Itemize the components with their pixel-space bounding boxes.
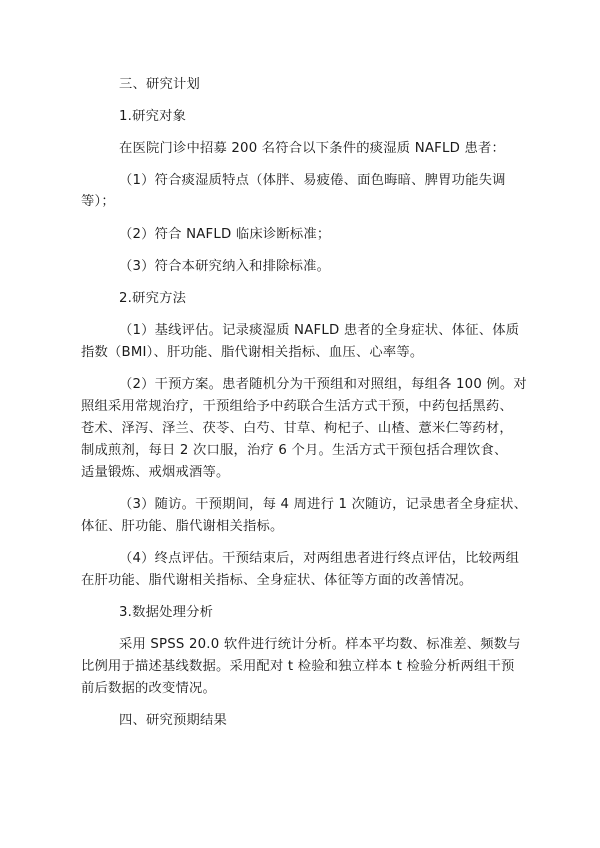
method-item-3-cont: 体征、肝功能、脂代谢相关指标。: [81, 519, 284, 534]
criteria-item-1: （1）符合痰湿质特点（体胖、易疲倦、面色晦暗、脾胃功能失调: [119, 173, 506, 188]
criteria-item-1-cont: 等）；: [81, 194, 115, 209]
analysis-paragraph-cont: 比例用于描述基线数据。采用配对 t 检验和独立样本 t 检验分析两组干预: [81, 659, 515, 674]
method-item-2-cont: 制成煎剂，每日 2 次口服，治疗 6 个月。生活方式干预包括合理饮食、: [81, 443, 508, 458]
criteria-item-3: （3）符合本研究纳入和排除标准。: [119, 259, 331, 274]
method-item-2: （2）干预方案。患者随机分为干预组和对照组，每组各 100 例。对: [119, 377, 527, 392]
section-heading-expected-results: 四、研究预期结果: [119, 713, 227, 728]
method-item-1-cont: 指数（BMI）、肝功能、脂代谢相关指标、血压、心率等。: [81, 345, 424, 360]
paragraph-line: 在医院门诊中招募 200 名符合以下条件的痰湿质 NAFLD 患者：: [119, 141, 505, 156]
method-item-4-cont: 在肝功能、脂代谢相关指标、全身症状、体征等方面的改善情况。: [81, 573, 473, 588]
subheading-data-analysis: 3.数据处理分析: [119, 605, 214, 620]
criteria-item-2: （2）符合 NAFLD 临床诊断标准；: [119, 227, 331, 242]
method-item-3: （3）随访。干预期间，每 4 周进行 1 次随访，记录患者全身症状、: [119, 497, 528, 512]
subheading-research-subjects: 1.研究对象: [119, 109, 187, 124]
method-item-1: （1）基线评估。记录痰湿质 NAFLD 患者的全身症状、体征、体质: [119, 323, 520, 338]
analysis-paragraph-cont: 前后数据的改变情况。: [81, 681, 216, 696]
section-heading-research-plan: 三、研究计划: [119, 77, 200, 92]
method-item-2-cont: 苍术、泽泻、泽兰、茯苓、白芍、甘草、枸杞子、山楂、薏米仁等药材，: [81, 421, 513, 436]
analysis-paragraph: 采用 SPSS 20.0 软件进行统计分析。样本平均数、标准差、频数与: [119, 637, 521, 652]
method-item-4: （4）终点评估。干预结束后，对两组患者进行终点评估，比较两组: [119, 551, 520, 566]
method-item-2-cont: 照组采用常规治疗，干预组给予中药联合生活方式干预，中药包括黑药、: [81, 399, 513, 414]
subheading-research-methods: 2.研究方法: [119, 291, 187, 306]
method-item-2-cont: 适量锻炼、戒烟戒酒等。: [81, 465, 230, 480]
